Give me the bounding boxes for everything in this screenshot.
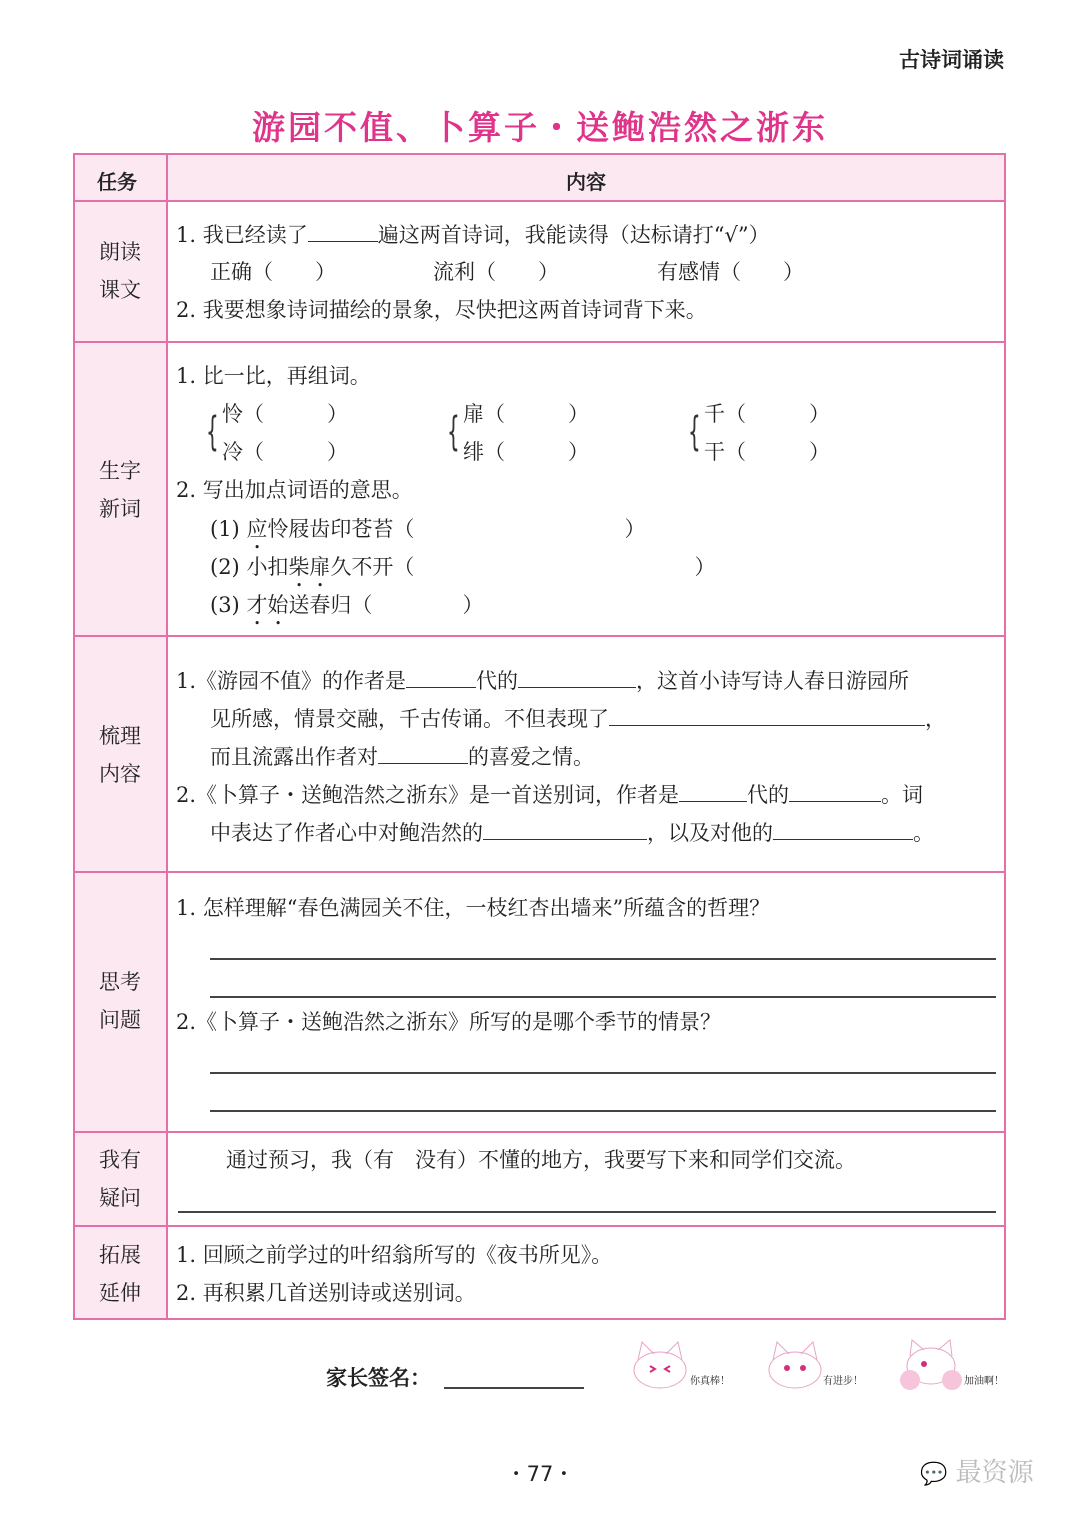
- row-divider: [73, 200, 1006, 202]
- blank[interactable]: [773, 817, 913, 840]
- sort-line-4: 2.《卜算子・送鲍浩然之浙东》是一首送别词，作者是 代的 。词: [176, 779, 923, 810]
- answer-line[interactable]: [210, 996, 996, 998]
- word-pair-item[interactable]: 冷（ ）: [222, 440, 348, 464]
- parent-signature-label: 家长签名：: [326, 1366, 431, 1390]
- blank[interactable]: [609, 703, 925, 726]
- meaning-instruction: 2. 写出加点词语的意思。: [176, 478, 413, 502]
- task-label: 我有疑问: [99, 1148, 141, 1210]
- task-label: 朗读课文: [99, 240, 141, 302]
- col-header-task: 任务: [97, 170, 137, 194]
- page-number: ・77・: [505, 1462, 575, 1486]
- sort-line-1: 1.《游园不值》的作者是 代的 ，这首小诗写诗人春日游园所: [176, 665, 909, 696]
- meaning-item-3: (3) 才始送春归（ ）: [210, 593, 484, 617]
- answer-line[interactable]: [178, 1211, 996, 1213]
- column-divider: [166, 153, 168, 1320]
- task-label: 思考问题: [99, 970, 141, 1032]
- word-pair-item[interactable]: 扉（ ）: [463, 402, 589, 426]
- row-divider: [73, 341, 1006, 343]
- brace-icon: {: [447, 409, 460, 455]
- cat-icon: [898, 1336, 964, 1392]
- row-divider: [73, 1225, 1006, 1227]
- cat-icon: [765, 1336, 825, 1392]
- compare-instruction: 1. 比一比，再组词。: [176, 364, 371, 388]
- row-divider: [73, 1131, 1006, 1133]
- answer-line[interactable]: [210, 1110, 996, 1112]
- meaning-item-2: (2) 小扣柴扉久不开（ ）: [210, 555, 716, 579]
- sort-line-5: 中表达了作者心中对鲍浩然的 ，以及对他的 。: [210, 817, 934, 848]
- blank[interactable]: [483, 817, 647, 840]
- cat-icon: [630, 1336, 690, 1392]
- sticker-progress[interactable]: [765, 1336, 895, 1392]
- blank[interactable]: [789, 779, 881, 802]
- blank[interactable]: [518, 665, 636, 688]
- sticker-great[interactable]: [630, 1336, 760, 1392]
- meaning-item-1: (1) 应怜屐齿印苍苔（ ）: [210, 517, 646, 541]
- read-count-line: 1. 我已经读了 遍这两首诗词，我能读得（达标请打“√”）: [176, 219, 770, 250]
- sticker-label: 你真棒！: [690, 1376, 730, 1387]
- col-header-content: 内容: [566, 170, 606, 194]
- word-pair-item[interactable]: 怜（ ）: [222, 402, 348, 426]
- brace-icon: {: [688, 409, 701, 455]
- wechat-icon: 💬: [920, 1462, 948, 1487]
- sticker-label: 加油啊！: [964, 1376, 1004, 1387]
- recite-instruction: 2. 我要想象诗词描绘的景象，尽快把这两首诗词背下来。: [176, 298, 707, 322]
- check-emotion[interactable]: 有感情（ ）: [657, 260, 804, 284]
- question-1: 1. 怎样理解“春色满园关不住，一枝红杏出墙来”所蕴含的哲理？: [176, 896, 771, 920]
- task-label: 生字新词: [99, 459, 141, 521]
- row-divider: [73, 635, 1006, 637]
- task-label: 拓展延伸: [99, 1243, 141, 1305]
- sticker-label: 有进步！: [823, 1376, 863, 1387]
- sticker-cheer[interactable]: [898, 1336, 1028, 1392]
- word-pair-item[interactable]: 绯（ ）: [463, 440, 589, 464]
- word-pair-item[interactable]: 干（ ）: [704, 440, 830, 464]
- extension-item: 1. 回顾之前学过的叶绍翁所写的《夜书所见》。: [176, 1243, 613, 1267]
- sort-line-2: 见所感，情景交融，千古传诵。不但表现了 ，: [210, 703, 946, 734]
- row-divider: [73, 871, 1006, 873]
- check-fluent[interactable]: 流利（ ）: [433, 260, 559, 284]
- page-title: 游园不值、卜算子・送鲍浩然之浙东: [252, 108, 828, 147]
- check-correct[interactable]: 正确（ ）: [210, 260, 336, 284]
- brace-icon: {: [206, 409, 219, 455]
- question-prompt: 通过预习，我（有 没有）不懂的地方，我要写下来和同学们交流。: [226, 1148, 856, 1172]
- word-pair-item[interactable]: 千（ ）: [704, 402, 830, 426]
- answer-line[interactable]: [210, 1072, 996, 1074]
- task-label: 梳理内容: [99, 724, 141, 786]
- signature-line[interactable]: [444, 1387, 584, 1389]
- section-header: 古诗词诵读: [899, 48, 1004, 72]
- extension-item: 2. 再积累几首送别诗或送别词。: [176, 1281, 476, 1305]
- answer-line[interactable]: [210, 958, 996, 960]
- read-count-blank[interactable]: [308, 219, 378, 242]
- sort-line-3: 而且流露出作者对 的喜爱之情。: [210, 741, 594, 772]
- blank[interactable]: [378, 741, 468, 764]
- blank[interactable]: [406, 665, 476, 688]
- blank[interactable]: [679, 779, 747, 802]
- watermark: 💬 最资源: [920, 1458, 1034, 1488]
- question-2: 2.《卜算子・送鲍浩然之浙东》所写的是哪个季节的情景？: [176, 1010, 722, 1034]
